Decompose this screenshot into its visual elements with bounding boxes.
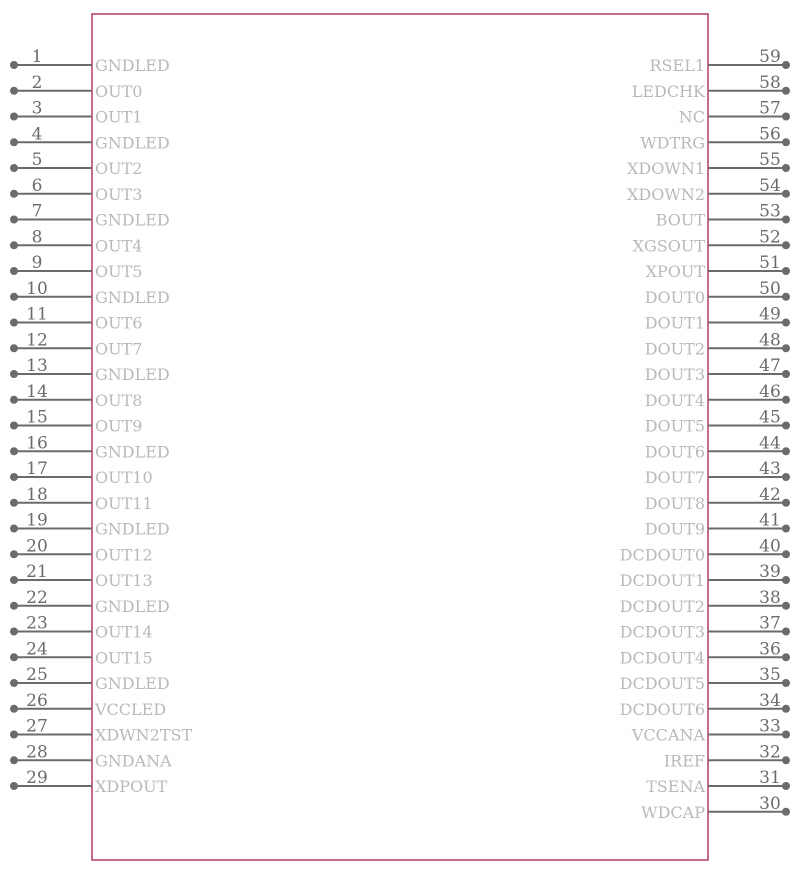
right-pin-38 [620,588,790,616]
pin-number: 11 [26,304,48,325]
pin-number: 30 [759,793,781,814]
pin-end-dot [782,61,790,69]
pin-end-dot [10,241,18,249]
pin-number: 41 [759,510,781,531]
right-pin-59 [650,47,791,75]
right-pin-40 [620,536,790,564]
pin-end-dot [10,190,18,198]
pin-end-dot [782,679,790,687]
pin-name: GNDLED [95,442,170,462]
right-pin-30 [641,794,790,822]
pin-name: GNDLED [95,133,170,153]
pin-name: GNDLED [95,56,170,75]
pin-number: 37 [759,613,781,634]
right-pin-44 [645,433,790,461]
left-pin-14 [10,382,142,410]
pin-number: 3 [31,98,43,119]
pin-number: 22 [26,587,48,608]
pin-number: 21 [26,562,48,582]
pin-end-dot [10,731,18,739]
right-pin-58 [632,73,790,101]
pin-end-dot [782,293,790,301]
pin-number: 46 [759,381,781,402]
pin-name: OUT10 [95,468,153,487]
pin-number: 31 [759,768,781,788]
pin-end-dot [10,679,18,687]
pin-name: DCDOUT3 [619,622,705,642]
pin-name: DOUT6 [644,442,705,462]
pin-end-dot [10,473,18,481]
right-pin-32 [664,742,790,770]
pin-end-dot [10,370,18,378]
pin-number: 20 [26,536,48,557]
pin-name: OUT9 [95,416,143,436]
left-pin-11 [10,305,142,333]
pin-name: OUT11 [95,493,153,513]
left-pin-16 [10,433,170,461]
pin-name: OUT13 [95,571,153,590]
pin-number: 7 [31,201,43,222]
right-pin-49 [645,305,790,333]
pin-name: OUT0 [95,81,143,101]
pin-name: DCDOUT1 [619,571,705,590]
pin-end-dot [782,602,790,610]
pin-name: DOUT4 [644,390,705,410]
left-pin-19 [10,511,170,539]
pin-number: 15 [26,407,48,428]
pin-number: 39 [759,562,781,582]
pin-number: 38 [759,587,781,608]
pin-number: 57 [759,98,781,119]
pin-name: XGSOUT [632,236,705,256]
pin-end-dot [10,447,18,455]
left-pin-29 [10,768,168,796]
pin-name: WDCAP [641,802,705,822]
pin-number: 6 [31,175,43,196]
pin-end-dot [782,267,790,275]
pin-end-dot [10,756,18,764]
left-pin-24 [10,639,153,667]
pin-name: DCDOUT5 [619,674,705,693]
pin-name: XDPOUT [95,777,168,796]
left-pin-15 [10,408,142,436]
pin-number: 26 [26,690,48,711]
left-pin-23 [10,614,153,642]
pin-name: GNDLED [95,519,170,539]
pin-name: OUT4 [95,236,143,256]
pin-name: OUT5 [95,262,143,281]
pin-name: IREF [663,751,705,771]
right-pin-48 [645,330,790,358]
pin-number: 29 [26,768,48,788]
pin-number: 19 [26,510,48,531]
pin-name: DOUT8 [644,493,705,513]
pin-end-dot [782,344,790,352]
right-pin-46 [645,382,790,410]
pin-end-dot [782,731,790,739]
right-pin-37 [620,614,790,642]
pin-number: 47 [759,356,781,376]
left-pin-22 [10,588,170,616]
right-pin-31 [646,768,790,796]
pin-number: 56 [759,124,781,145]
left-pin-12 [10,330,142,358]
pin-name: TSENA [646,777,705,796]
pin-number: 34 [759,690,781,711]
right-pin-33 [631,717,790,745]
pin-end-dot [10,602,18,610]
pin-name: NC [678,107,705,127]
left-pin-4 [10,124,170,152]
pin-number: 33 [759,716,781,737]
pin-name: DCDOUT2 [619,596,705,616]
right-pin-57 [679,99,790,127]
left-pin-21 [10,562,153,590]
pin-end-dot [782,113,790,121]
right-pin-52 [633,227,790,255]
pin-number: 43 [759,459,781,479]
pin-end-dot [10,396,18,404]
pin-end-dot [10,525,18,533]
left-pin-25 [10,665,170,693]
left-pin-28 [10,742,172,770]
left-pin-5 [10,150,142,178]
right-pin-35 [620,665,790,693]
pin-name: DCDOUT0 [619,545,705,565]
pin-number: 42 [759,484,781,505]
pin-number: 59 [759,47,781,67]
right-pin-47 [645,356,790,384]
pin-end-dot [782,190,790,198]
pin-name: GNDLED [95,287,170,307]
pin-name: DCDOUT4 [619,648,705,668]
pin-name: DOUT0 [644,287,705,307]
left-pin-13 [10,356,170,384]
pin-number: 58 [759,72,781,93]
pin-name: XDOWN2 [627,184,705,204]
pin-name: DOUT1 [644,313,705,333]
pin-end-dot [10,653,18,661]
pin-name: DOUT3 [644,365,705,384]
pin-number: 17 [26,459,48,479]
pin-number: 54 [759,175,781,196]
pin-name: LEDCHK [631,81,705,101]
right-pin-53 [656,202,790,230]
pin-end-dot [10,113,18,121]
pin-name: VCCANA [631,725,705,745]
pin-number: 51 [759,253,781,273]
pin-number: 36 [759,639,781,660]
left-pin-18 [10,485,153,513]
pin-end-dot [10,216,18,224]
pin-name: XDWN2TST [95,725,193,745]
pin-name: XDOWN1 [627,159,705,178]
pin-end-dot [782,241,790,249]
right-pin-42 [645,485,790,513]
pin-end-dot [782,87,790,95]
pin-name: OUT14 [95,622,153,642]
pin-end-dot [10,164,18,172]
right-pin-39 [620,562,790,590]
pin-name: OUT2 [95,159,143,178]
pin-end-dot [782,473,790,481]
pin-number: 32 [759,742,781,763]
pin-name: GNDLED [95,674,170,693]
pin-end-dot [782,396,790,404]
pin-end-dot [782,628,790,636]
pin-end-dot [10,422,18,430]
pin-end-dot [782,422,790,430]
pin-number: 35 [759,665,781,685]
pin-end-dot [782,138,790,146]
pin-end-dot [10,499,18,507]
left-pin-6 [10,176,142,204]
pin-number: 2 [31,72,43,93]
right-pin-34 [620,691,790,719]
pin-end-dot [10,705,18,713]
pin-end-dot [10,782,18,790]
pin-name: XPOUT [645,262,705,281]
pin-end-dot [782,164,790,172]
left-pin-20 [10,536,153,564]
pin-name: OUT6 [95,313,143,333]
pin-end-dot [10,138,18,146]
right-pin-50 [645,279,790,307]
pin-name: OUT3 [95,184,143,204]
pin-end-dot [782,756,790,764]
left-pin-8 [10,227,142,255]
pin-number: 4 [31,124,43,145]
pin-number: 14 [26,381,48,402]
pin-number: 40 [759,536,781,557]
pin-name: DCDOUT6 [619,699,705,719]
left-pin-27 [10,717,192,745]
pin-end-dot [782,216,790,224]
pin-name: VCCLED [95,699,167,719]
pin-end-dot [10,87,18,95]
right-pin-43 [645,459,790,487]
right-pin-41 [645,511,790,539]
right-pin-36 [620,639,790,667]
pin-name: GNDANA [95,751,172,771]
left-pin-10 [10,279,170,307]
left-pin-17 [10,459,153,487]
pin-number: 50 [759,278,781,299]
pin-name: OUT15 [95,648,153,668]
pin-number: 9 [31,253,43,273]
left-pin-3 [10,99,142,127]
left-pin-9 [10,253,142,281]
pin-name: OUT1 [95,107,143,127]
pin-number: 27 [26,716,48,737]
right-pin-45 [645,408,790,436]
pin-end-dot [782,447,790,455]
pin-name: BOUT [655,210,705,230]
pin-end-dot [10,319,18,327]
pin-end-dot [10,576,18,584]
left-pin-group [10,47,192,796]
pin-end-dot [782,319,790,327]
left-pin-2 [10,73,142,101]
pin-number: 48 [759,330,781,351]
pin-name: GNDLED [95,210,170,230]
left-pin-7 [10,202,170,230]
pin-name: DOUT5 [644,416,705,436]
pin-end-dot [782,782,790,790]
pin-end-dot [782,705,790,713]
pin-name: OUT7 [95,339,143,359]
pin-number: 1 [31,47,43,67]
pin-number: 24 [26,639,48,660]
pin-number: 45 [759,407,781,428]
pin-end-dot [782,370,790,378]
pin-number: 25 [26,665,48,685]
pin-end-dot [10,293,18,301]
right-pin-group [620,47,790,822]
pin-number: 49 [759,304,781,325]
pin-number: 55 [759,150,781,170]
pin-number: 5 [31,150,43,170]
pin-name: DOUT2 [644,339,705,359]
pin-number: 13 [26,356,48,376]
pin-end-dot [782,808,790,816]
pin-end-dot [782,550,790,558]
pin-name: OUT12 [95,545,153,565]
right-pin-51 [646,253,790,281]
pin-number: 52 [759,227,781,248]
pin-name: OUT8 [95,390,143,410]
pin-number: 53 [759,201,781,222]
pin-end-dot [782,653,790,661]
left-pin-1 [10,47,170,75]
pin-name: GNDLED [95,596,170,616]
pin-end-dot [782,576,790,584]
pin-end-dot [10,550,18,558]
pin-number: 12 [26,330,48,351]
pin-name: DOUT7 [644,468,705,487]
pin-name: DOUT9 [644,519,705,539]
pin-end-dot [10,628,18,636]
left-pin-26 [10,691,166,719]
right-pin-56 [640,124,790,152]
pin-name: RSEL1 [649,56,705,75]
pin-number: 10 [26,278,48,299]
pin-name: WDTRG [640,133,705,153]
pin-number: 28 [26,742,48,763]
pin-number: 16 [26,433,48,454]
pin-end-dot [10,61,18,69]
pin-end-dot [782,499,790,507]
pin-number: 8 [31,227,43,248]
pin-end-dot [10,267,18,275]
pin-name: GNDLED [95,365,170,384]
pin-number: 23 [26,613,48,634]
pin-end-dot [782,525,790,533]
pin-end-dot [10,344,18,352]
pin-number: 18 [26,484,48,505]
pin-number: 44 [759,433,781,454]
